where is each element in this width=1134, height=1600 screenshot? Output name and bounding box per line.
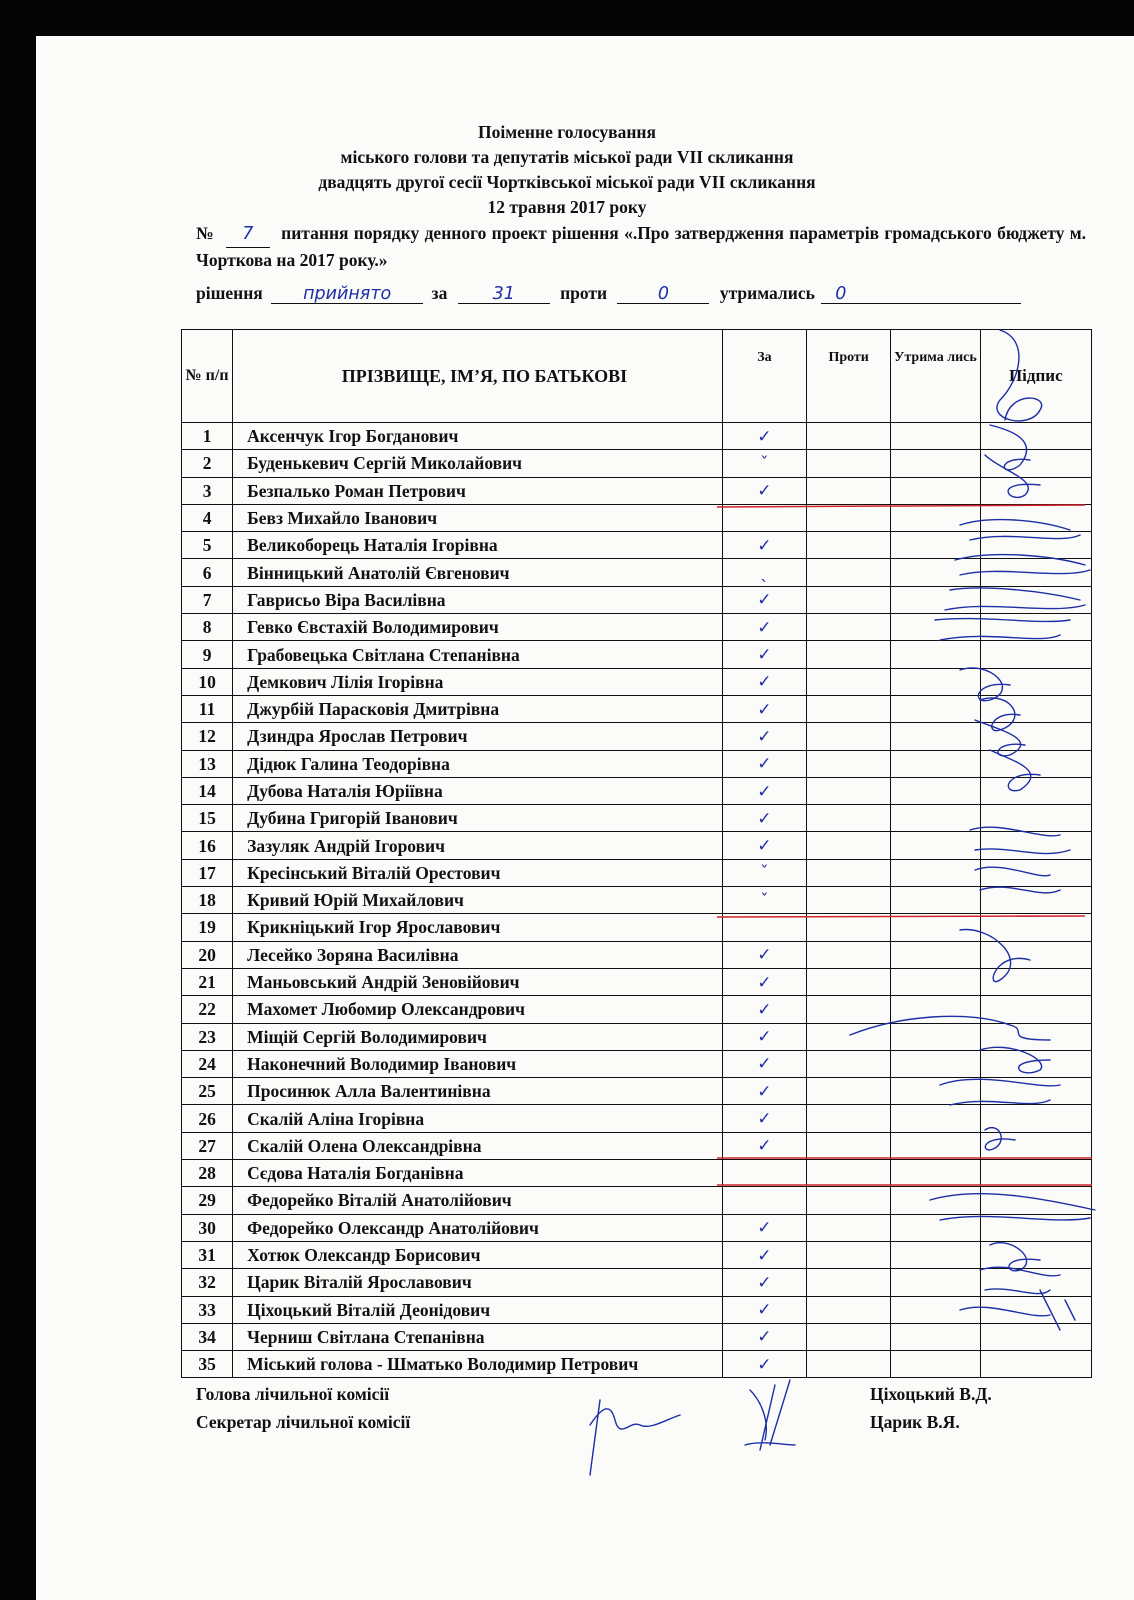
row-name: Зазуляк Андрій Ігорович (233, 832, 723, 859)
vote-tick-mark: ✓ (757, 1272, 772, 1293)
vote-tick-mark: ✓ (757, 590, 772, 611)
signature-mark (985, 455, 1040, 497)
signature-scribbles (590, 330, 1095, 1475)
row-name: Скалій Аліна Ігорівна (233, 1105, 723, 1132)
header-subtitle-1: міського голови та депутатів міської ради VII скликання (340, 147, 794, 167)
vote-tick-mark: ✓ (757, 1081, 772, 1102)
row-number: 26 (182, 1105, 233, 1132)
row-number: 19 (182, 914, 233, 941)
row-number: 17 (182, 859, 233, 886)
row-number: 33 (182, 1296, 233, 1323)
row-number: 27 (182, 1132, 233, 1159)
vote-tick-mark: ✓ (757, 1218, 772, 1239)
row-name: Джурбій Парасковія Дмитрівна (233, 695, 723, 722)
row-number: 5 (182, 532, 233, 559)
row-number: 10 (182, 668, 233, 695)
chair-signature-mark (590, 1400, 680, 1475)
row-name: Міський голова - Шматько Володимир Петрович (233, 1351, 723, 1378)
vote-tick-mark: ✓ (757, 972, 772, 993)
vote-tick-mark: ˇ (760, 890, 769, 911)
row-name: Дубина Григорій Іванович (233, 805, 723, 832)
decision-for-label: за (431, 283, 448, 303)
vote-tick-mark: ✓ (757, 808, 772, 829)
row-number: 13 (182, 750, 233, 777)
vote-tick-mark: ✓ (757, 999, 772, 1020)
vote-tick-mark: ✓ (757, 1027, 772, 1048)
chair-name: Ціхоцький В.Д. (870, 1384, 992, 1404)
row-number: 35 (182, 1351, 233, 1378)
row-name: Гаврисьо Віра Василівна (233, 586, 723, 613)
vote-tick-mark: ˇ (760, 863, 769, 884)
decision-for-value: 31 (492, 284, 515, 304)
row-name: Кресінський Віталій Орестович (233, 859, 723, 886)
vote-tick-mark: ✓ (757, 754, 772, 775)
header-title: Поіменне голосування (478, 122, 656, 142)
header-against: Проти (807, 330, 891, 423)
vote-tick-mark: ✓ (757, 726, 772, 747)
secretary-name: Царик В.Я. (870, 1412, 960, 1432)
row-number: 34 (182, 1323, 233, 1350)
signature-mark (850, 1016, 1050, 1040)
vote-tick-mark: ✓ (757, 426, 772, 447)
row-number: 22 (182, 996, 233, 1023)
secretary-label: Секретар лічильної комісії (196, 1412, 411, 1432)
vote-tick-mark: ✓ (757, 1054, 772, 1075)
vote-tick-mark: ˎ (760, 563, 769, 584)
row-name: Лесейко Зоряна Василівна (233, 941, 723, 968)
vote-tick-mark: ✓ (757, 645, 772, 666)
row-number: 4 (182, 504, 233, 531)
vote-tick-mark: ✓ (757, 1300, 772, 1321)
row-number: 16 (182, 832, 233, 859)
row-number: 14 (182, 777, 233, 804)
vote-tick-mark: ✓ (757, 945, 772, 966)
vote-tick-mark: ✓ (757, 699, 772, 720)
header-signature: Підпис (980, 330, 1091, 423)
decision-label: рішення (196, 283, 263, 303)
row-name: Ціхоцький Віталій Деонідович (233, 1296, 723, 1323)
signature-mark (990, 750, 1040, 791)
signature-mark (940, 1079, 1060, 1105)
header-for: За (722, 330, 806, 423)
signature-mark (960, 668, 1010, 701)
row-name: Великоборець Наталія Ігорівна (233, 532, 723, 559)
row-name: Скалій Олена Олександрівна (233, 1132, 723, 1159)
row-name: Черниш Світлана Степанівна (233, 1323, 723, 1350)
row-name: Федорейко Віталій Анатолійович (233, 1187, 723, 1214)
row-name: Кривий Юрій Михайлович (233, 887, 723, 914)
row-name: Хотюк Олександр Борисович (233, 1241, 723, 1268)
row-name: Крикніцький Ігор Ярославович (233, 914, 723, 941)
signature-mark (935, 619, 1070, 640)
signature-mark (945, 588, 1085, 610)
row-name: Дзиндра Ярослав Петрович (233, 723, 723, 750)
row-number: 2 (182, 450, 233, 477)
row-name: Буденькевич Сергій Миколайович (233, 450, 723, 477)
row-name: Бевз Михайло Іванович (233, 504, 723, 531)
row-number: 7 (182, 586, 233, 613)
row-name: Сєдова Наталія Богданівна (233, 1160, 723, 1187)
signature-mark (970, 827, 1070, 853)
row-number: 29 (182, 1187, 233, 1214)
signature-mark (980, 698, 1020, 731)
vote-tick-mark: ✓ (757, 481, 772, 502)
row-number: 32 (182, 1269, 233, 1296)
row-number: 11 (182, 695, 233, 722)
signature-mark (985, 1128, 1015, 1150)
vote-tick-mark: ✓ (757, 1327, 772, 1348)
row-name: Грабовецька Світлана Степанівна (233, 641, 723, 668)
row-name: Аксенчук Ігор Богданович (233, 423, 723, 450)
header-num: № п/п (182, 330, 233, 423)
signature-mark (955, 555, 1090, 575)
signature-mark (960, 930, 1030, 982)
row-number: 1 (182, 423, 233, 450)
signature-mark (980, 1047, 1050, 1073)
signature-mark (960, 1290, 1075, 1330)
header-subtitle-2: двадцять другої сесії Чортківської міської ради VII скликання (318, 172, 816, 192)
row-name: Вінницький Анатолій Євгенович (233, 559, 723, 586)
row-number: 3 (182, 477, 233, 504)
chair-label: Голова лічильної комісії (196, 1384, 390, 1404)
signature-mark (980, 1267, 1060, 1293)
row-number: 12 (182, 723, 233, 750)
row-number: 24 (182, 1050, 233, 1077)
signature-mark (930, 1194, 1095, 1220)
row-number: 23 (182, 1023, 233, 1050)
row-number: 30 (182, 1214, 233, 1241)
question-number-prefix: № (196, 223, 215, 243)
vote-tick-mark: ✓ (757, 1354, 772, 1375)
decision-against-value: 0 (657, 284, 670, 304)
row-name: Просинюк Алла Валентинівна (233, 1078, 723, 1105)
row-number: 9 (182, 641, 233, 668)
row-number: 6 (182, 559, 233, 586)
row-number: 28 (182, 1160, 233, 1187)
row-name: Махомет Любомир Олександрович (233, 996, 723, 1023)
decision-against-label: проти (560, 283, 608, 303)
header-name: ПРІЗВИЩЕ, ІМ’Я, ПО БАТЬКОВІ (233, 330, 723, 423)
secretary-signature-mark (745, 1380, 795, 1450)
row-name: Гевко Євстахій Володимирович (233, 614, 723, 641)
strike-line-row-4 (717, 505, 1085, 507)
row-number: 18 (182, 887, 233, 914)
decision-abstain-value: 0 (835, 284, 847, 304)
row-name: Демкович Лілія Ігорівна (233, 668, 723, 695)
row-number: 31 (182, 1241, 233, 1268)
decision-value: прийнято (303, 284, 392, 304)
row-name: Безпалько Роман Петрович (233, 477, 723, 504)
vote-tick-mark: ✓ (757, 672, 772, 693)
vote-tick-mark: ✓ (757, 1245, 772, 1266)
row-number: 25 (182, 1078, 233, 1105)
vote-tick-mark: ✓ (757, 1109, 772, 1130)
strike-line-row-19 (717, 916, 1085, 917)
signature-mark (975, 720, 1025, 756)
row-name: Маньовський Андрій Зеновійович (233, 968, 723, 995)
header-date: 12 травня 2017 року (487, 197, 647, 217)
row-name: Дідюк Галина Теодорівна (233, 750, 723, 777)
row-name: Міщій Сергій Володимирович (233, 1023, 723, 1050)
signature-mark (960, 520, 1080, 540)
question-number-value: 7 (242, 224, 254, 244)
row-number: 20 (182, 941, 233, 968)
row-name: Федорейко Олександр Анатолійович (233, 1214, 723, 1241)
vote-tick-mark: ✓ (757, 836, 772, 857)
vote-tick-mark: ✓ (757, 781, 772, 802)
vote-tick-mark: ✓ (757, 617, 772, 638)
signature-mark (997, 330, 1042, 421)
decision-abstain-label: утримались (719, 283, 815, 303)
vote-tick-mark: ✓ (757, 1136, 772, 1157)
row-number: 8 (182, 614, 233, 641)
signature-mark (975, 867, 1060, 893)
row-number: 21 (182, 968, 233, 995)
question-text: питання порядку денного проект рішення «.Про затвердження параметрів громадського бюджету м. Чорткова на 2017 року.» (196, 223, 1087, 270)
vote-tick-mark: ✓ (757, 535, 772, 556)
row-name: Наконечний Володимир Іванович (233, 1050, 723, 1077)
vote-tick-mark: ˇ (760, 453, 769, 474)
header-abstain: Утрима лись (891, 330, 980, 423)
row-name: Дубова Наталія Юріївна (233, 777, 723, 804)
row-name: Царик Віталій Ярославович (233, 1269, 723, 1296)
row-number: 15 (182, 805, 233, 832)
